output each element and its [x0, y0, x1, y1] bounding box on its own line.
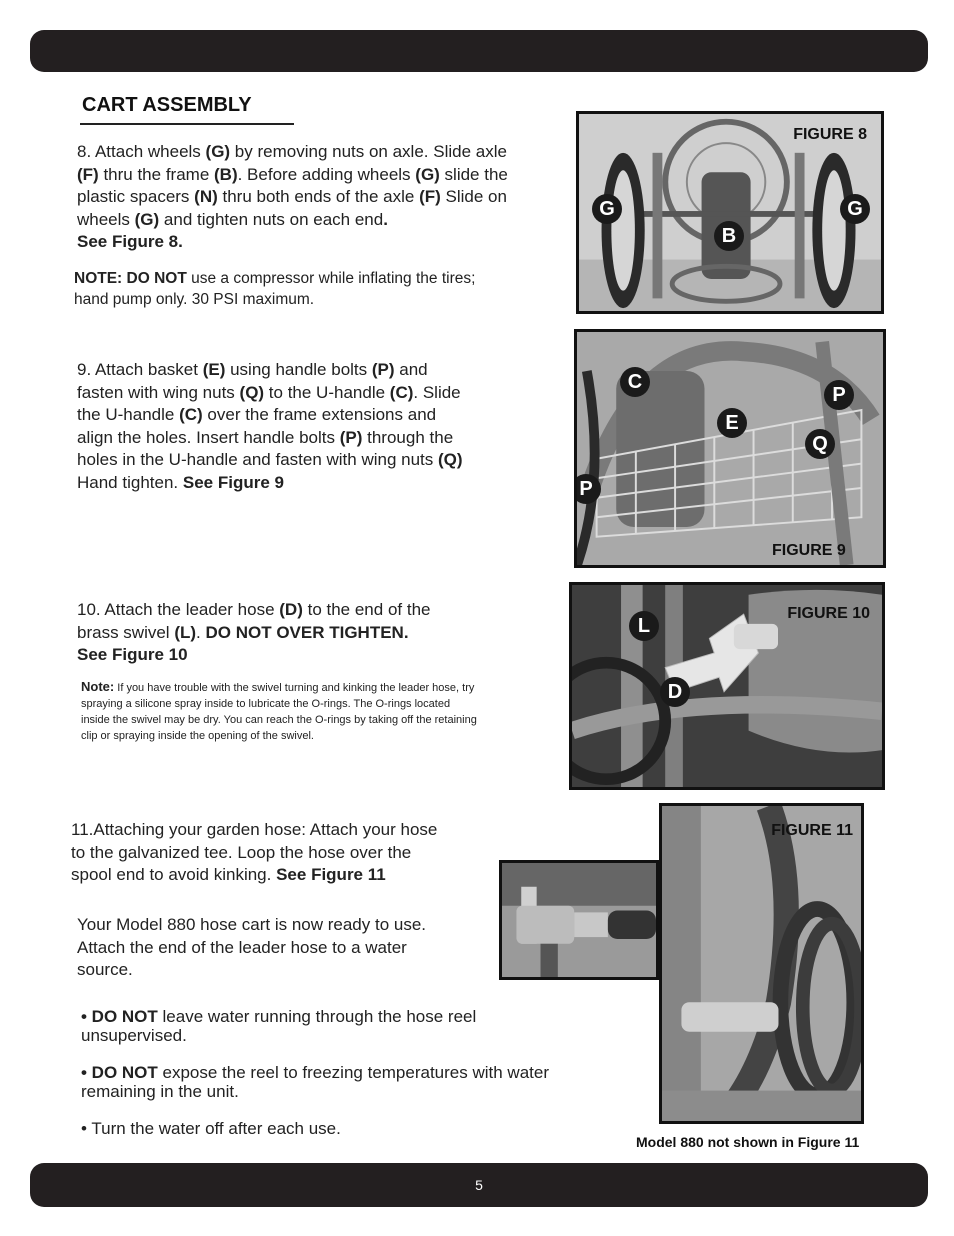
callout-c: C [620, 367, 650, 397]
figure-11-photo [659, 803, 864, 1124]
figure-9-label: FIGURE 9 [772, 542, 846, 559]
warning-item: • Turn the water off after each use. [81, 1119, 341, 1138]
step-8-line: wheels (G) and tighten nuts on each end. [77, 209, 388, 229]
step-10-line: 10. Attach the leader hose (D) to the end of the [77, 600, 431, 619]
header-bar [30, 30, 928, 72]
step-8-line: 8. Attach wheels (G) by removing nuts on axle. Slide axle [77, 142, 507, 161]
tee-inset-illustration [502, 863, 656, 977]
step-10-see-figure: See Figure 10 [77, 645, 188, 664]
figure-11-caption: Model 880 not shown in Figure 11 [636, 1134, 860, 1150]
callout-b: B [714, 221, 744, 251]
callout-p: P [574, 474, 601, 504]
step-8-see-figure: See Figure 8. [77, 232, 183, 251]
figure-10-photo [569, 582, 885, 790]
step-9-line: fasten with wing nuts (Q) to the U-handle (C). Slide [77, 382, 461, 402]
step-8-line: (F) thru the frame (B). Before adding wheels (G) slide the [77, 164, 508, 184]
figure-8-label: FIGURE 8 [793, 126, 867, 143]
step-10-line: brass swivel (L). DO NOT OVER TIGHTEN. [77, 622, 409, 642]
warning-item: • DO NOT leave water running through the hose reel unsupervised. [81, 1007, 477, 1045]
page-number: 5 [475, 1177, 483, 1193]
footer-bar [30, 1163, 928, 1207]
step-9-line: align the holes. Insert handle bolts (P) through the [77, 427, 454, 447]
ready-text: Your Model 880 hose cart is now ready to use. Attach the end of the leader hose to a water source. [77, 915, 427, 979]
step-9-line: the U-handle (C) over the frame extensions and [77, 405, 437, 424]
section-title: CART ASSEMBLY [82, 94, 252, 116]
figure-11-illustration [662, 806, 861, 1121]
warning-item: • DO NOT expose the reel to freezing temperatures with water remaining in the unit. [81, 1063, 549, 1101]
figure-11-label: FIGURE 11 [771, 822, 853, 839]
figure-8-photo [576, 111, 884, 314]
note-label: Note: [81, 679, 115, 694]
callout-p: P [824, 380, 854, 410]
step-11-text [71, 819, 501, 887]
callout-e: E [717, 408, 747, 438]
step-11-line: to the galvanized tee. Loop the hose over the [71, 842, 412, 862]
callout-d: D [660, 677, 690, 707]
step-8-note: NOTE: DO NOT use a compressor while inflating the tires; hand pump only. 30 PSI maximum. [74, 270, 476, 308]
figure-9-illustration [577, 332, 883, 565]
step-9-line: holes in the U-handle and fasten with wing nuts (Q) [77, 450, 463, 469]
callout-g: G [592, 194, 622, 224]
step-11-line: spool end to avoid kinking. See Figure 11 [71, 865, 386, 884]
callout-q: Q [805, 429, 835, 459]
step-10-note: Note: If you have trouble with the swivel turning and kinking the leader hose, try spraying a silicone spray inside to lubricate the O-rings. The O-rings located inside the swivel may be dry. You can reach the O-rings by taking off the retaining clip or spraying inside the opening of the swivel. [81, 679, 477, 742]
callout-g: G [840, 194, 870, 224]
step-9-line: 9. Attach basket (E) using handle bolts (P) and [77, 360, 428, 379]
title-underline [80, 123, 294, 125]
step-8-line: plastic spacers (N) thru both ends of the axle (F) Slide on [77, 187, 507, 206]
step-11-line: 11.Attaching your garden hose: Attach your hose [71, 820, 438, 839]
callout-l: L [629, 611, 659, 641]
step-9-line: Hand tighten. See Figure 9 [77, 472, 284, 492]
step-8-text [77, 141, 557, 254]
step-9-text [77, 359, 547, 494]
tee-inset-photo [499, 860, 659, 980]
figure-9-photo [574, 329, 886, 568]
note-label: NOTE: DO NOT [74, 270, 187, 287]
figure-10-label: FIGURE 10 [787, 605, 870, 622]
step-10-text [77, 599, 547, 667]
